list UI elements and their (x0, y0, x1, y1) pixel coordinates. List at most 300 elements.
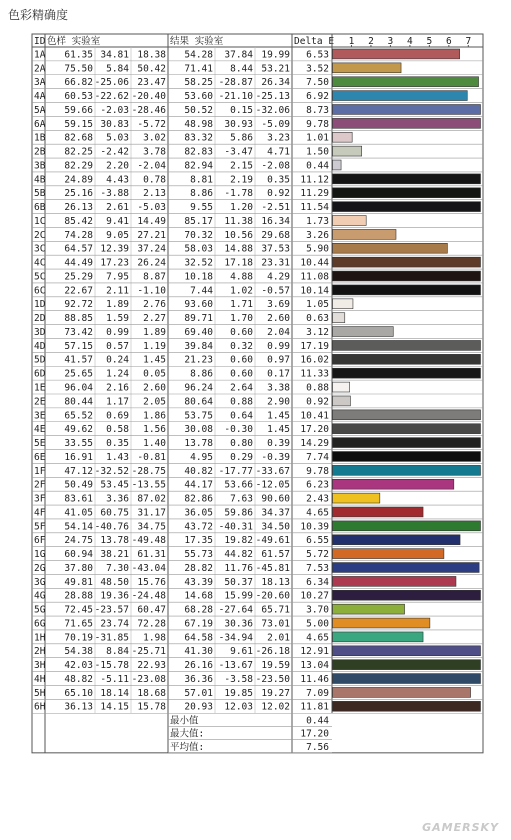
delta-e-bar (333, 354, 481, 364)
column-header-delta-e: Delta E (294, 36, 335, 47)
cell-result-value: 7.44 (190, 285, 213, 297)
cell-result-value: 43.39 (184, 576, 213, 588)
cell-result-value: 2.60 (267, 313, 290, 325)
cell-result-value: 9.61 (230, 646, 253, 658)
cell-reference-value: 44.49 (64, 257, 93, 269)
cell-delta-e: 0.88 (306, 382, 329, 394)
axis-tick-label: 5 (426, 36, 433, 47)
cell-result-value: 2.19 (230, 174, 253, 186)
cell-result-value: 0.60 (230, 354, 253, 366)
cell-result-value: -25.13 (255, 91, 290, 103)
cell-reference-value: 61.31 (137, 549, 166, 561)
cell-reference-value: -0.81 (137, 451, 166, 463)
delta-e-bar (333, 257, 481, 267)
cell-delta-e: 11.12 (300, 174, 329, 186)
delta-e-bar (333, 563, 480, 573)
delta-e-bar (333, 229, 396, 239)
cell-reference-value: 2.20 (106, 160, 129, 172)
cell-id: 1F (34, 465, 46, 477)
delta-e-bar (333, 604, 405, 614)
cell-result-value: -26.18 (255, 646, 290, 658)
cell-reference-value: 15.78 (137, 701, 166, 713)
delta-e-bar (333, 660, 481, 670)
cell-delta-e: 11.08 (300, 271, 329, 283)
cell-result-value: 83.32 (184, 132, 213, 144)
cell-id: 6B (34, 202, 46, 214)
cell-id: 2A (34, 63, 46, 75)
cell-reference-value: 8.87 (143, 271, 166, 283)
cell-reference-value: -28.46 (131, 104, 166, 116)
cell-result-value: 37.53 (261, 243, 290, 255)
cell-reference-value: 1.17 (106, 396, 129, 408)
axis-tick-label: 4 (407, 36, 413, 47)
cell-result-value: 2.64 (230, 382, 253, 394)
cell-reference-value: 4.43 (106, 174, 129, 186)
cell-result-value: 44.82 (224, 549, 253, 561)
cell-reference-value: 5.84 (106, 63, 129, 75)
cell-result-value: -21.10 (218, 91, 253, 103)
delta-e-bar (333, 632, 424, 642)
cell-result-value: 55.73 (184, 549, 213, 561)
delta-e-bar (333, 674, 481, 684)
cell-delta-e: 9.78 (306, 118, 329, 130)
cell-result-value: 53.75 (184, 410, 213, 422)
cell-reference-value: 41.05 (64, 507, 93, 519)
cell-result-value: 34.50 (261, 521, 290, 533)
cell-delta-e: 1.05 (306, 299, 329, 311)
axis-tick-label: 7 (465, 36, 472, 47)
cell-result-value: 15.99 (224, 590, 253, 602)
cell-result-value: -2.08 (261, 160, 290, 172)
cell-result-value: 14.68 (184, 590, 213, 602)
cell-reference-value: 27.21 (137, 229, 166, 241)
cell-reference-value: 65.52 (64, 410, 93, 422)
cell-delta-e: 3.52 (306, 63, 329, 75)
cell-reference-value: -20.40 (131, 91, 166, 103)
cell-reference-value: 59.66 (64, 104, 93, 116)
cell-result-value: 12.02 (261, 701, 290, 713)
delta-e-bar (333, 174, 481, 184)
delta-e-bar (333, 687, 471, 697)
cell-delta-e: 11.46 (300, 673, 329, 685)
cell-result-value: 1.45 (267, 410, 290, 422)
cell-delta-e: 5.72 (306, 549, 329, 561)
cell-reference-value: 34.75 (137, 521, 166, 533)
cell-reference-value: 1.56 (143, 424, 166, 436)
cell-delta-e: 11.33 (300, 368, 329, 380)
cell-result-value: 4.29 (267, 271, 290, 283)
cell-result-value: -20.60 (255, 590, 290, 602)
cell-reference-value: 3.36 (106, 493, 129, 505)
cell-result-value: 0.97 (267, 354, 290, 366)
cell-id: 1D (34, 299, 46, 311)
cell-result-value: 14.88 (224, 243, 253, 255)
cell-reference-value: 34.81 (100, 49, 129, 61)
cell-delta-e: 0.63 (306, 313, 329, 325)
delta-e-bar (333, 646, 481, 656)
cell-result-value: 10.56 (224, 229, 253, 241)
cell-id: 6E (34, 451, 46, 463)
cell-result-value: 59.86 (224, 507, 253, 519)
cell-id: 5A (34, 104, 46, 116)
cell-id: 2B (34, 146, 46, 158)
cell-delta-e: 10.44 (300, 257, 329, 269)
cell-delta-e: 2.43 (306, 493, 329, 505)
cell-reference-value: 1.89 (106, 299, 129, 311)
cell-delta-e: 17.20 (300, 424, 329, 436)
cell-reference-value: 33.55 (64, 438, 93, 450)
cell-result-value: 89.71 (184, 313, 213, 325)
cell-reference-value: 15.76 (137, 576, 166, 588)
cell-result-value: 26.16 (184, 660, 213, 672)
cell-delta-e: 6.92 (306, 91, 329, 103)
cell-reference-value: 1.43 (106, 451, 129, 463)
delta-e-bar (333, 188, 481, 198)
cell-reference-value: 50.49 (64, 479, 93, 491)
cell-id: 4B (34, 174, 46, 186)
delta-e-bar (333, 327, 394, 337)
cell-reference-value: 88.85 (64, 313, 93, 325)
cell-result-value: -0.39 (261, 451, 290, 463)
cell-delta-e: 7.09 (306, 687, 329, 699)
cell-id: 5B (34, 188, 46, 200)
cell-id: 4F (34, 507, 46, 519)
cell-reference-value: 60.47 (137, 604, 166, 616)
cell-reference-value: 65.10 (64, 687, 93, 699)
cell-delta-e: 4.65 (306, 507, 329, 519)
cell-delta-e: 1.50 (306, 146, 329, 158)
cell-delta-e: 8.73 (306, 104, 329, 116)
cell-result-value: 1.45 (267, 424, 290, 436)
cell-result-value: 50.37 (224, 576, 253, 588)
cell-reference-value: -24.48 (131, 590, 166, 602)
cell-result-value: -1.78 (224, 188, 253, 200)
cell-delta-e: 3.70 (306, 604, 329, 616)
delta-e-bar (333, 216, 367, 226)
axis-tick-label: 6 (445, 36, 452, 47)
cell-reference-value: 13.78 (100, 535, 129, 547)
cell-reference-value: 2.61 (106, 202, 129, 214)
cell-delta-e: 14.29 (300, 438, 329, 450)
cell-reference-value: -22.62 (94, 91, 129, 103)
cell-reference-value: 50.42 (137, 63, 166, 75)
cell-result-value: 16.34 (261, 215, 290, 227)
delta-e-bar (333, 63, 402, 73)
delta-e-bar (333, 271, 481, 281)
cell-reference-value: 80.44 (64, 396, 93, 408)
cell-result-value: -27.64 (218, 604, 253, 616)
cell-result-value: -17.77 (218, 465, 253, 477)
cell-reference-value: 28.88 (64, 590, 93, 602)
delta-e-bar (333, 299, 353, 309)
cell-result-value: 2.15 (230, 160, 253, 172)
cell-reference-value: 0.99 (106, 326, 129, 338)
cell-result-value: 21.23 (184, 354, 213, 366)
cell-result-value: -0.30 (224, 424, 253, 436)
cell-id: 6C (34, 285, 46, 297)
cell-id: 6F (34, 535, 46, 547)
cell-result-value: 19.27 (261, 687, 290, 699)
cell-id: 6A (34, 118, 46, 130)
cell-reference-value: 1.19 (143, 340, 166, 352)
cell-reference-value: 0.05 (143, 368, 166, 380)
cell-result-value: 82.86 (184, 493, 213, 505)
cell-reference-value: 30.83 (100, 118, 129, 130)
cell-id: 3F (34, 493, 46, 505)
axis-tick-label: 3 (387, 36, 394, 47)
cell-result-value: 71.41 (184, 63, 213, 75)
cell-reference-value: 24.75 (64, 535, 93, 547)
cell-reference-value: 72.28 (137, 618, 166, 630)
cell-result-value: 4.88 (230, 271, 253, 283)
cell-reference-value: 0.57 (106, 340, 129, 352)
cell-result-value: -0.57 (261, 285, 290, 297)
cell-id: 2C (34, 229, 46, 241)
cell-result-value: 80.64 (184, 396, 213, 408)
cell-reference-value: 60.75 (100, 507, 129, 519)
delta-e-bar (333, 410, 481, 420)
cell-delta-e: 7.74 (306, 451, 329, 463)
cell-result-value: 54.28 (184, 49, 213, 61)
cell-result-value: 30.93 (224, 118, 253, 130)
cell-reference-value: 22.93 (137, 660, 166, 672)
cell-result-value: 57.01 (184, 687, 213, 699)
cell-reference-value: 92.72 (64, 299, 93, 311)
cell-result-value: 50.52 (184, 104, 213, 116)
cell-id: 3E (34, 410, 46, 422)
cell-result-value: 9.55 (190, 202, 213, 214)
cell-id: 3G (34, 576, 46, 588)
cell-result-value: -5.09 (261, 118, 290, 130)
cell-reference-value: -2.03 (100, 104, 129, 116)
cell-reference-value: -43.04 (131, 562, 166, 574)
cell-reference-value: 0.58 (106, 424, 129, 436)
cell-reference-value: 82.68 (64, 132, 93, 144)
cell-delta-e: 0.44 (306, 160, 329, 172)
cell-result-value: 3.38 (267, 382, 290, 394)
cell-reference-value: 82.25 (64, 146, 93, 158)
cell-reference-value: 42.03 (64, 660, 93, 672)
cell-id: 6H (34, 701, 46, 713)
cell-delta-e: 6.55 (306, 535, 329, 547)
cell-reference-value: 48.82 (64, 673, 93, 685)
cell-reference-value: 0.35 (106, 438, 129, 450)
cell-reference-value: -5.11 (100, 673, 129, 685)
cell-id: 4E (34, 424, 46, 436)
delta-e-bar (333, 465, 481, 475)
delta-e-bar (333, 105, 481, 115)
cell-result-value: 34.37 (261, 507, 290, 519)
axis-tick-label: 1 (348, 36, 355, 47)
cell-id: 5F (34, 521, 46, 533)
cell-reference-value: 2.11 (106, 285, 129, 297)
cell-reference-value: 1.98 (143, 632, 166, 644)
cell-reference-value: 72.45 (64, 604, 93, 616)
cell-result-value: 17.18 (224, 257, 253, 269)
cell-id: 4H (34, 673, 46, 685)
cell-reference-value: 85.42 (64, 215, 93, 227)
cell-result-value: 61.57 (261, 549, 290, 561)
cell-reference-value: 3.02 (143, 132, 166, 144)
cell-delta-e: 3.12 (306, 326, 329, 338)
cell-result-value: 0.80 (230, 438, 253, 450)
delta-e-bar (333, 49, 460, 59)
cell-result-value: 90.60 (261, 493, 290, 505)
cell-reference-value: -49.48 (131, 535, 166, 547)
cell-id: 5C (34, 271, 46, 283)
cell-reference-value: 66.82 (64, 77, 93, 89)
cell-id: 3A (34, 77, 46, 89)
cell-result-value: 13.78 (184, 438, 213, 450)
cell-reference-value: -32.52 (94, 465, 129, 477)
cell-id: 2G (34, 562, 46, 574)
delta-e-bar (333, 618, 430, 628)
cell-reference-value: 8.84 (106, 646, 129, 658)
cell-result-value: 0.29 (230, 451, 253, 463)
cell-result-value: 41.30 (184, 646, 213, 658)
cell-reference-value: 18.38 (137, 49, 166, 61)
cell-result-value: 85.17 (184, 215, 213, 227)
summary-label: 最小值 (170, 715, 199, 727)
cell-reference-value: -23.57 (94, 604, 129, 616)
cell-result-value: 53.21 (261, 63, 290, 75)
cell-result-value: 37.84 (224, 49, 253, 61)
cell-reference-value: 83.61 (64, 493, 93, 505)
delta-e-bar (333, 576, 456, 586)
cell-reference-value: 24.89 (64, 174, 93, 186)
cell-delta-e: 6.23 (306, 479, 329, 491)
cell-id: 4A (34, 91, 46, 103)
cell-reference-value: 9.41 (106, 215, 129, 227)
cell-reference-value: 1.45 (143, 354, 166, 366)
cell-result-value: 1.71 (230, 299, 253, 311)
cell-reference-value: 2.27 (143, 313, 166, 325)
cell-reference-value: -25.71 (131, 646, 166, 658)
cell-reference-value: 26.13 (64, 202, 93, 214)
cell-delta-e: 0.92 (306, 396, 329, 408)
cell-delta-e: 11.29 (300, 188, 329, 200)
cell-reference-value: 41.57 (64, 354, 93, 366)
cell-id: 3D (34, 326, 46, 338)
cell-reference-value: -1.10 (137, 285, 166, 297)
cell-reference-value: 19.36 (100, 590, 129, 602)
cell-reference-value: 60.94 (64, 549, 93, 561)
cell-result-value: 12.03 (224, 701, 253, 713)
delta-e-bar (333, 424, 481, 434)
cell-reference-value: 5.03 (106, 132, 129, 144)
cell-result-value: 43.72 (184, 521, 213, 533)
delta-e-bar (333, 701, 481, 711)
cell-delta-e: 1.01 (306, 132, 329, 144)
cell-reference-value: 2.60 (143, 382, 166, 394)
delta-e-bar (333, 313, 345, 323)
cell-result-value: 30.36 (224, 618, 253, 630)
delta-e-bar (333, 507, 424, 517)
watermark-logo: GAMERSKY (422, 821, 499, 834)
cell-result-value: 8.86 (190, 368, 213, 380)
cell-result-value: 2.90 (267, 396, 290, 408)
cell-reference-value: 12.39 (100, 243, 129, 255)
cell-result-value: 7.63 (230, 493, 253, 505)
delta-e-bar (333, 285, 481, 295)
cell-reference-value: 14.49 (137, 215, 166, 227)
cell-result-value: 8.81 (190, 174, 213, 186)
cell-reference-value: 18.14 (100, 687, 129, 699)
cell-id: 4G (34, 590, 46, 602)
cell-reference-value: 87.02 (137, 493, 166, 505)
cell-reference-value: 26.24 (137, 257, 166, 269)
cell-reference-value: 0.78 (143, 174, 166, 186)
delta-e-bar (333, 438, 481, 448)
cell-id: 1B (34, 132, 46, 144)
cell-result-value: 36.05 (184, 507, 213, 519)
cell-reference-value: 2.76 (143, 299, 166, 311)
cell-reference-value: 1.24 (106, 368, 129, 380)
cell-reference-value: 60.53 (64, 91, 93, 103)
cell-result-value: -45.81 (255, 562, 290, 574)
cell-id: 4D (34, 340, 46, 352)
summary-label: 最大值: (170, 728, 205, 740)
cell-reference-value: 17.23 (100, 257, 129, 269)
cell-reference-value: -2.42 (100, 146, 129, 158)
cell-delta-e: 10.39 (300, 521, 329, 533)
cell-id: 6G (34, 618, 46, 630)
cell-id: 2D (34, 313, 46, 325)
cell-result-value: 19.59 (261, 660, 290, 672)
cell-result-value: 32.52 (184, 257, 213, 269)
cell-reference-value: 2.05 (143, 396, 166, 408)
column-header-result-lab: 结果 实验室 (170, 36, 224, 47)
delta-e-bar (333, 202, 481, 212)
cell-reference-value: -5.03 (137, 202, 166, 214)
cell-result-value: 58.25 (184, 77, 213, 89)
cell-result-value: 19.82 (224, 535, 253, 547)
cell-result-value: 0.17 (267, 368, 290, 380)
cell-result-value: 39.84 (184, 340, 213, 352)
cell-id: 3C (34, 243, 46, 255)
cell-id: 5D (34, 354, 46, 366)
cell-result-value: 0.35 (267, 174, 290, 186)
delta-e-bar (333, 160, 342, 170)
delta-e-bar (333, 479, 454, 489)
cell-result-value: 1.70 (230, 313, 253, 325)
cell-result-value: 48.98 (184, 118, 213, 130)
cell-reference-value: 59.15 (64, 118, 93, 130)
cell-reference-value: 74.28 (64, 229, 93, 241)
cell-reference-value: 49.81 (64, 576, 93, 588)
cell-result-value: 73.01 (261, 618, 290, 630)
cell-result-value: 82.83 (184, 146, 213, 158)
cell-result-value: 4.95 (190, 451, 213, 463)
cell-reference-value: -28.75 (131, 465, 166, 477)
delta-e-bar (333, 396, 351, 406)
cell-delta-e: 16.02 (300, 354, 329, 366)
cell-result-value: 68.28 (184, 604, 213, 616)
cell-result-value: 17.35 (184, 535, 213, 547)
cell-id: 5E (34, 438, 46, 450)
cell-result-value: 67.19 (184, 618, 213, 630)
cell-reference-value: 37.80 (64, 562, 93, 574)
cell-delta-e: 7.50 (306, 77, 329, 89)
cell-reference-value: 49.62 (64, 424, 93, 436)
cell-id: 5H (34, 687, 46, 699)
delta-e-bar (333, 132, 353, 142)
cell-result-value: 65.71 (261, 604, 290, 616)
cell-reference-value: -2.04 (137, 160, 166, 172)
cell-result-value: -12.05 (255, 479, 290, 491)
delta-e-bar (333, 243, 448, 253)
cell-reference-value: -15.78 (94, 660, 129, 672)
